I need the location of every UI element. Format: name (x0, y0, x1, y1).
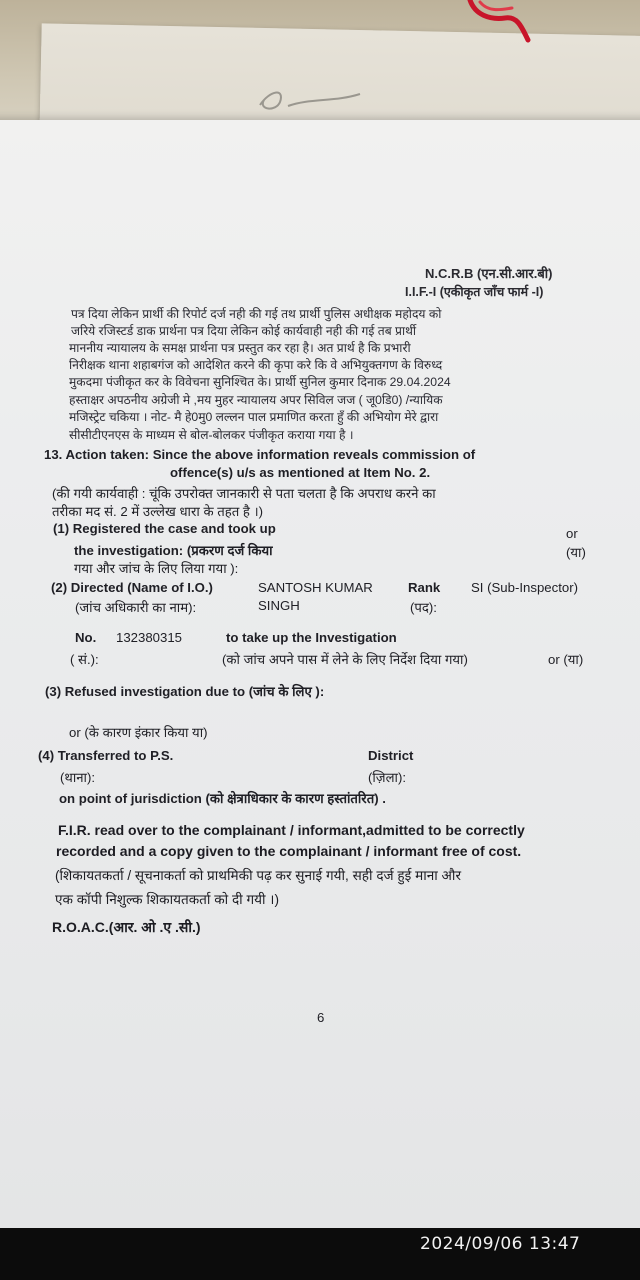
item-1-registered: (1) Registered the case and took up (53, 521, 276, 536)
item-4-ps-hindi: (थाना): (60, 770, 96, 785)
section-13-hindi-cont: तरीका मद सं. 2 में उल्लेख धारा के तहत है ।) (52, 504, 263, 519)
io-number-hindi: ( सं.): (70, 652, 99, 667)
photo-timestamp: 2024/09/06 13:47 (420, 1234, 581, 1254)
district-label-hindi: (ज़िला): (368, 770, 407, 785)
item-1-or: or (566, 526, 578, 541)
fir-read-hindi-cont: एक कॉपी निशुल्क शिकायतकर्ता को दी गयी ।) (55, 892, 279, 907)
narrative-line: मजिस्ट्रेट चकिया । नोट- मै हे0मु0 लल्लन पाल प्रमाणित करता हुँ की अभियोग मेरे द्वारा (69, 410, 439, 424)
section-13-hindi: (की गयी कार्यवाही : चूंकि उपरोक्त जानकारी से पता चलता है कि अपराध करने का (52, 486, 436, 501)
io-name-cont: SINGH (258, 598, 300, 613)
pencil-scribble-icon (240, 80, 380, 120)
item-3-refused (45, 682, 324, 700)
item-1-hindi: गया और जांच के लिए लिया गया ): (74, 561, 239, 576)
narrative-line: माननीय न्यायालय के समक्ष प्रार्थना पत्र प्रस्तुत कर रहा है। अत प्रार्थ है कि प्रभारी (69, 341, 411, 355)
jurisdiction-text: on point of jurisdiction (को क्षेत्राधिकार के कारण हस्तांतरित) . (59, 791, 386, 806)
take-up-investigation-hindi: (को जांच अपने पास में लेने के लिए निर्देश दिया गया) (222, 652, 468, 667)
narrative-line: सीसीटीएनएस के माध्यम से बोल-बोलकर पंजीकृत कराया गया है । (69, 428, 354, 442)
narrative-line: पत्र दिया लेकिन प्रार्थी की रिपोर्ट दर्ज नही की गई तथ प्रार्थी पुलिस अधीक्षक महोदय को (71, 307, 442, 321)
item-1-investigation (74, 541, 273, 559)
rank-label-hindi: (पद): (410, 600, 437, 615)
item-2-or: or (या) (548, 652, 584, 667)
item-4-transferred: (4) Transferred to P.S. (38, 748, 174, 763)
item-1-line2: the investigation: (प्रकरण दर्ज किया (74, 543, 273, 558)
item-2-directed: (2) Directed (Name of I.O.) (51, 580, 213, 595)
item-3-or: or (के कारण इंकार किया या) (69, 725, 208, 740)
rank-value: SI (Sub-Inspector) (471, 580, 579, 595)
section-13-heading: 13. Action taken: Since the above information reveals commission of (44, 447, 476, 462)
item-2-io-hindi: (जांच अधिकारी का नाम): (75, 600, 197, 615)
narrative-line: जरिये रजिस्टर्ड डाक प्रार्थना पत्र दिया लेकिन कोई कार्यवाही नही की गई तब प्रार्थी (71, 324, 417, 338)
form-header-iif: I.I.F.-I (एकीकृत जाँच फार्म -I) (405, 285, 544, 299)
fir-read-hindi: (शिकायतकर्ता / सूचनाकर्ता को प्राथमिकी पढ़ कर सुनाई गयी, सही दर्ज हुई माना और (55, 868, 462, 883)
rank-label: Rank (408, 580, 441, 595)
red-thread-icon (450, 0, 540, 50)
district-label: District (368, 748, 414, 763)
form-header-ncrb: N.C.R.B (एन.सी.आर.बी) (425, 266, 553, 281)
fir-read-line: F.I.R. read over to the complainant / informant,admitted to be correctly (58, 822, 525, 838)
io-number-value: 132380315 (116, 630, 183, 645)
narrative-line: निरीक्षक थाना शहाबगंज को आदेशित करने की कृपा करे कि वे अभियुक्तगण के विरुध्द (69, 358, 443, 372)
narrative-line: हस्ताक्षर अपठनीय अग्रेजी मे ,मय मुहर न्यायालय अपर सिविल जज ( जू0डि0) /न्यायिक (69, 393, 443, 407)
fir-read-line: recorded and a copy given to the complainant / informant free of cost. (56, 843, 522, 859)
item-1-or-hindi: (या) (566, 545, 586, 560)
section-13-heading-cont: offence(s) u/s as mentioned at Item No. 2. (170, 465, 431, 480)
roac-label: R.O.A.C.(आर. ओ .ए .सी.) (52, 919, 201, 935)
jurisdiction-line (59, 789, 386, 807)
narrative-line: मुकदमा पंजीकृत कर के विवेचना सुनिश्चित के। प्रार्थी सुनिल कुमार दिनाक 29.04.2024 (69, 375, 451, 389)
item-3-line1: (3) Refused investigation due to (जांच के लिए ): (45, 684, 325, 699)
io-number-label: No. (75, 630, 97, 645)
io-name: SANTOSH KUMAR (258, 580, 373, 595)
page-number: 6 (317, 1010, 325, 1025)
take-up-investigation: to take up the Investigation (226, 630, 397, 645)
document-page (0, 120, 640, 1230)
